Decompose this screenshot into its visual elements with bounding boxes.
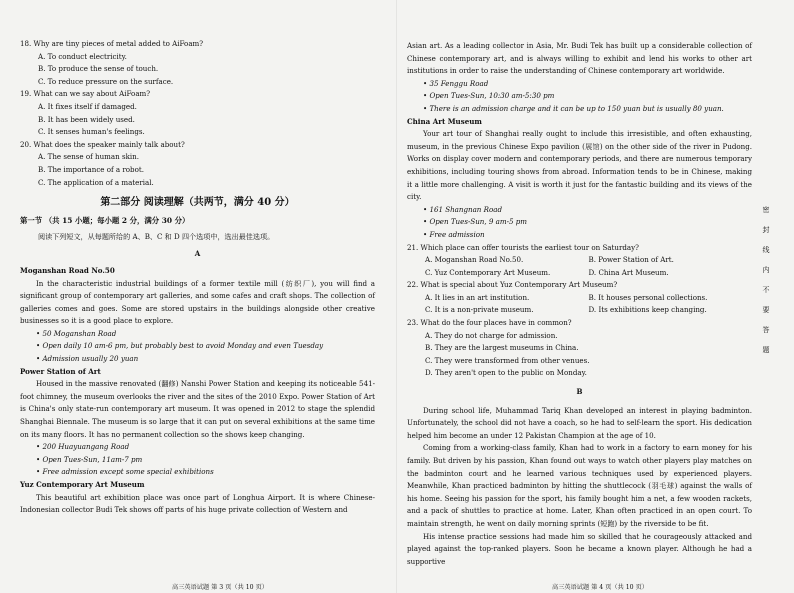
option-c: C. It senses human's feelings. [38, 127, 145, 137]
entry-hours: • Open Tues-Sun, 11am-7 pm [36, 454, 143, 464]
question-19 [20, 88, 375, 138]
options-row [407, 267, 752, 280]
option-c: C. The application of a material. [38, 177, 154, 187]
question-21 [407, 242, 752, 280]
question-22 [407, 279, 752, 317]
question-stem: 18. Why are tiny pieces of metal added to AiFoam? [20, 39, 204, 48]
option-d: D. Its exhibitions keep changing. [588, 305, 707, 315]
binding-char: 答 [762, 326, 770, 334]
entry-hours: • Open daily 10 am-6 pm, but probably best to avoid Monday and even Tuesday [36, 341, 324, 351]
question-stem: 21. Which place can offer tourists the earliest tour on Saturday? [407, 242, 639, 252]
passage-paragraph: Coming from a working-class family, Khan had to work in a factory to earn money for his family. But driven by his passion, Khan found out ways to watch other players play matches on the badminton court and he learned various techniques used by experienced players. Meanwhile, Khan practiced badminton by hitting the shuttlecock (羽毛球) against the walls of his home. Seeing his passion for the sport, his family bought him a net, a few wooden rackets, and a pack of shuttles to practice at home. Later, Khan often practiced in an open court. To maintain strength, he went on daily morning sprints (短跑) by the riverside to be fit. [407, 443, 752, 528]
option-d: D. They aren't open to the public on Monday. [425, 368, 587, 378]
binding-char: 线 [762, 246, 770, 254]
entry-hours: • Open Tues-Sun, 9 am-5 pm [423, 217, 528, 227]
option-a: A. Moganshan Road No.50. [425, 255, 524, 265]
option-a: A. They do not charge for admission. [425, 330, 558, 340]
question-stem: 23. What do the four places have in common? [407, 318, 572, 328]
entry-china-art-museum [407, 116, 752, 242]
option-b: B. To produce the sense of touch. [38, 64, 159, 74]
question-20 [20, 139, 375, 189]
question-stem: 19. What can we say about AiFoam? [20, 89, 151, 99]
option-b: B. Power Station of Art. [588, 255, 674, 265]
entry-address: • 200 Huayuangang Road [36, 442, 130, 452]
option-d: D. China Art Museum. [588, 267, 669, 277]
binding-char: 密 [762, 206, 770, 214]
entry-title: Power Station of Art [20, 366, 101, 376]
binding-char: 不 [762, 286, 770, 294]
options-row [407, 292, 752, 305]
entry-admission: • Admission usually 20 yuan [36, 354, 139, 364]
passage-paragraph: His intense practice sessions had made him so skilled that he courageously attacked and played against the top-ranked players. Soon he became a known player. Although he had a supportive [407, 531, 752, 566]
option-b: B. The importance of a robot. [38, 164, 144, 174]
right-column [407, 40, 752, 568]
entry-hours: • Open Tues-Sun, 10:30 am-5:30 pm [423, 91, 555, 101]
binding-char: 题 [762, 346, 770, 354]
passage-label: A [194, 249, 201, 259]
options-row [407, 304, 752, 317]
option-c: C. To reduce pressure on the surface. [38, 76, 174, 86]
entry-body: Housed in the massive renovated (翻修) Nanshi Power Station and keeping its noticeable 541-foot chimney, the museum overlooks the river and the sites of the 2010 Expo. Power Station of Art is China's only state-run contemporary art museum. It was opened in 2012 to stage the splendid Shanghai Biennale. The museum is so large that it can put on several exhibitions at the same time on its many floors. It has no permanent collection so the shows keep changing. [20, 379, 375, 439]
binding-char: 内 [762, 266, 770, 274]
binding-margin-notice [759, 200, 773, 360]
entry-admission: • Free admission except some special exhibitions [36, 467, 214, 477]
binding-char: 要 [762, 306, 770, 314]
entry-moganshan [20, 265, 375, 366]
entry-title: Yuz Contemporary Art Museum [20, 480, 145, 489]
option-a: A. To conduct electricity. [38, 51, 127, 61]
section-title: 第一节 （共 15 小题；每小题 2 分，满分 30 分） [20, 216, 190, 226]
passage-label: B [576, 387, 583, 397]
option-a: A. It lies in an art institution. [425, 292, 530, 302]
entry-body: This beautiful art exhibition place was once part of Longhua Airport. It is where Chinese-Indonesian collector Budi Tek shows off parts of his huge private collection of Western and [20, 492, 375, 515]
left-column [20, 38, 375, 517]
binding-char: 封 [762, 226, 770, 234]
options-row [407, 254, 752, 267]
entry-admission: • There is an admission charge and it can be up to 150 yuan but is usually 80 yuan. [423, 103, 724, 113]
entry-address: • 161 Shangnan Road [423, 204, 503, 214]
entry-title: Moganshan Road No.50 [20, 265, 115, 275]
page-footer: 高三英语试题 第 3 页（共 10 页） [172, 584, 268, 591]
option-b: B. It has been widely used. [38, 114, 135, 124]
option-b: B. They are the largest museums in China. [425, 343, 579, 353]
question-stem: 22. What is special about Yuz Contemporary Art Museum? [407, 280, 618, 290]
part-title: 第二部分 阅读理解（共两节，满分 40 分） [100, 197, 295, 209]
entry-body: In the characteristic industrial buildings of a former textile mill (纺织厂), you will find a significant group of contemporary art galleries, and some cafes and craft shops. The collection of galleries comes and goes. Some are stored upstairs in the buildings alongside other creative businesses so it is a good place to explore. [20, 278, 375, 326]
entry-body: Your art tour of Shanghai really ought to include this irresistible, and often exhausting, museum, in the previous Chinese Expo pavilion (展馆) on the other side of the river in Pudong. Works on display cover modern and contemporary periods, and there are numerous temporary exhibitions, including touring shows from abroad. Information tends to be in Chinese, making it a little more challenging. A visit is worth it just for the fantastic building and its views of the city. [407, 129, 752, 202]
question-18 [20, 38, 375, 88]
option-c: C. They were transformed from other venues. [425, 355, 590, 365]
passage-b [407, 405, 752, 569]
option-a: A. It fixes itself if damaged. [38, 101, 137, 111]
option-c: C. Yuz Contemporary Art Museum. [425, 267, 551, 277]
option-a: A. The sense of human skin. [38, 152, 139, 162]
entry-power-station [20, 366, 375, 479]
question-stem: 20. What does the speaker mainly talk about? [20, 139, 185, 149]
entry-body-continued: Asian art. As a leading collector in Asia, Mr. Budi Tek has built up a considerable collection of Chinese contemporary art, and is always willing to exhibit and lend his works to other art institutions in order to raise the understanding of Chinese contemporary art worldwide. [407, 41, 752, 76]
question-23 [407, 317, 752, 380]
passage-paragraph: During school life, Muhammad Tariq Khan developed an interest in playing badminton. Unfortunately, the school did not have a coach, so he had to self-learn the sport. His dedication helped him become an under 12 Pakistan Champion at the age of 10. [407, 405, 752, 440]
option-b: B. It houses personal collections. [588, 292, 708, 302]
entry-address: • 35 Fenggu Road [423, 78, 489, 88]
entry-title: China Art Museum [407, 116, 482, 126]
right-page [397, 0, 794, 593]
instructions: 阅读下列短文，从每题所给的 A、B、C 和 D 四个选项中，选出最佳选项。 [38, 231, 275, 241]
entry-admission: • Free admission [423, 229, 485, 239]
page-footer: 高三英语试题 第 4 页（共 10 页） [552, 584, 648, 591]
entry-yuz [20, 479, 375, 517]
entry-address: • 50 Moganshan Road [36, 328, 117, 338]
option-c: C. It is a non-private museum. [425, 305, 534, 315]
